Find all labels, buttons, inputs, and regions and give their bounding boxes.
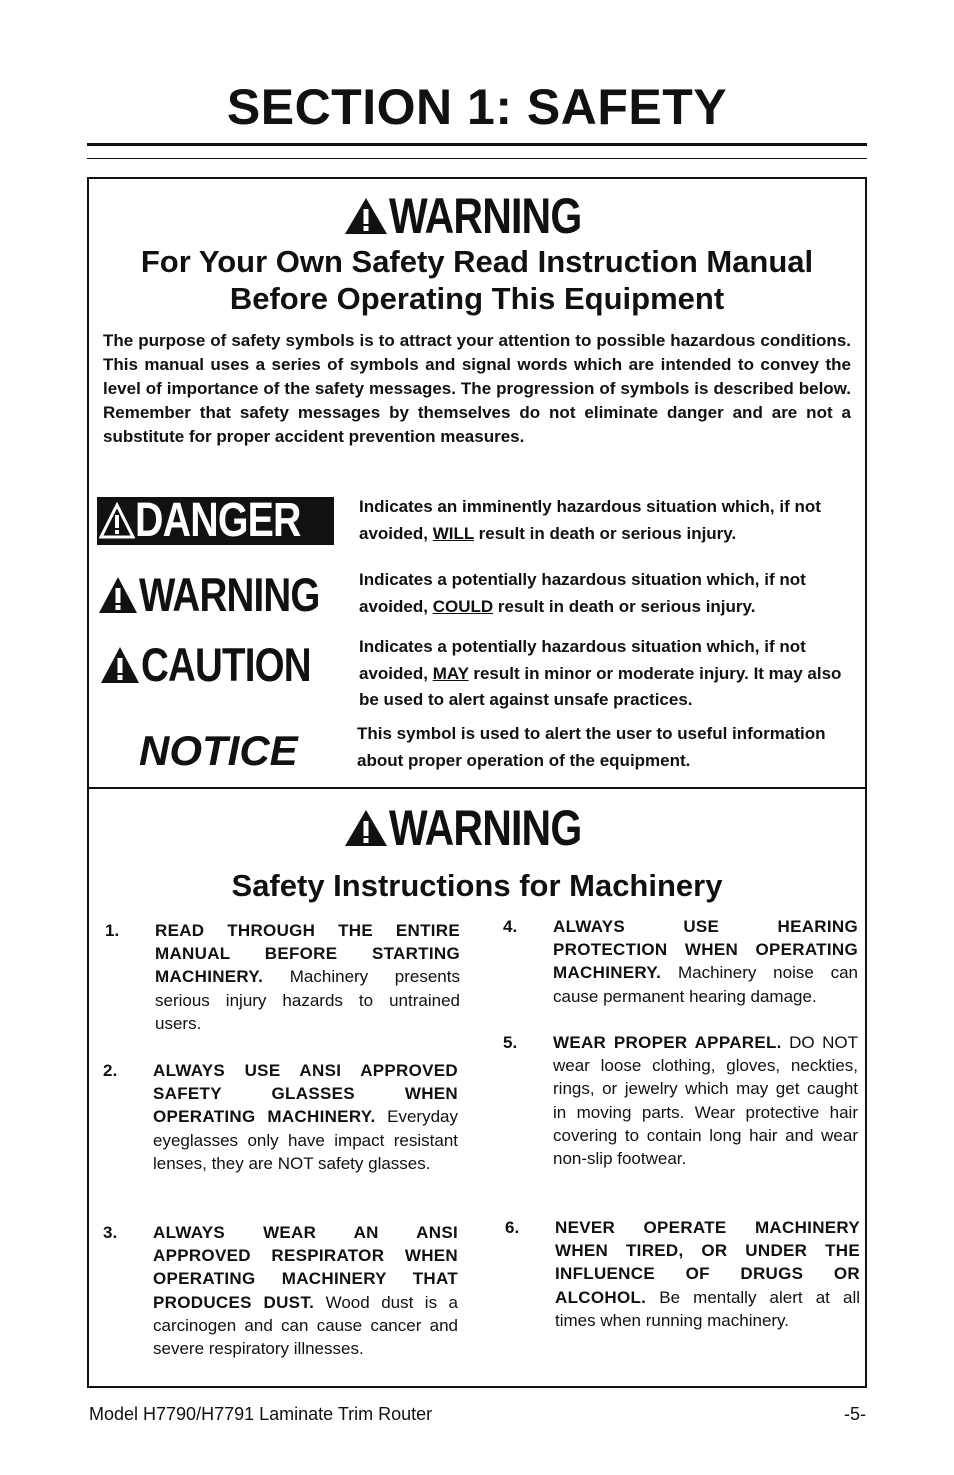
caution-label: [99, 638, 337, 691]
box-subtitle-line2: Before Operating This Equipment: [229, 281, 725, 316]
box-subtitle-line1: For Your Own Safety Read Instruction Manual: [140, 244, 814, 279]
machinery-subtitle: Safety Instructions for Machinery: [231, 868, 723, 903]
footer-page-number: -5-: [844, 1404, 866, 1424]
warning-triangle-icon: [97, 575, 139, 615]
warning-definition: Indicates a potentially hazardous situation which, if not avoided, COULD result in death or serious injury.: [359, 570, 806, 616]
warning-label: [97, 568, 339, 621]
title-rule-thick: [87, 143, 867, 146]
warning-word-2: WARNING: [389, 800, 582, 856]
warning-triangle-icon: [343, 808, 389, 848]
warning-word-small: WARNING: [139, 568, 320, 621]
notice-word: NOTICE: [139, 727, 298, 774]
caution-triangle-icon: [99, 645, 141, 685]
caution-definition: Indicates a potentially hazardous situation which, if not avoided, MAY result in minor or moderate injury. It may also be used to alert against unsafe practices.: [359, 637, 842, 709]
machinery-safety-box: WARNING Safety Instructions for Machinery 1. READ THROUGH THE ENTIRE MANUAL BEFORE STARTING MACHINERY. Machinery presents serious injury hazards to untrained users. 2. ALWAYS USE ANSI APPROVED SAFETY GLASSES WHEN OPERATING MACHINERY. Everyday eyeglasses only have impact resistant lenses, they are NOT safety glasses. 3. ALWAYS WEAR AN ANSI APPROVED RESPIRATOR WHEN OPERATING MACHINERY THAT PRODUCES DUST. Wood dust is a carcinogen and can cause cancer and severe respiratory illnesses. 4. ALWAYS USE HEARING PROTECTION WHEN OPERATING MACHINERY. Machinery noise can cause permanent hearing damage. 5. WEAR PROPER APPAREL. DO NOT wear loose clothing, gloves, neckties, rings, or jewelry which may get caught in moving parts. Wear protective hair covering to contain long hair and wear non-slip footwear. 6. NEVER OPERATE MACHINERY WHEN TIRED, OR UNDER THE INFLUENCE OF DRUGS OR ALCOHOL. Be mentally alert at all times when running machinery.: [87, 787, 867, 1388]
warning-header: [89, 188, 865, 244]
danger-definition: Indicates an imminently hazardous situation which, if not avoided, WILL result in death or serious injury.: [359, 497, 821, 543]
danger-label: [97, 494, 334, 547]
safety-symbols-box: [87, 177, 867, 789]
warning-word: WARNING: [389, 188, 582, 244]
safety-intro-paragraph: The purpose of safety symbols is to attract your attention to possible hazardous conditions. This manual uses a series of symbols and signal words which are intended to convey the level of importance of the safety messages. The progression of symbols is described below. Remember that safety messages by themselves do not eliminate danger and are not a substitute for proper accident prevention measures.: [103, 331, 851, 446]
title-rule-thin: [87, 158, 867, 159]
danger-word: DANGER: [135, 494, 301, 547]
section-title: SECTION 1: SAFETY: [226, 79, 728, 135]
warning-triangle-icon: [343, 196, 389, 236]
warning-header-2: [89, 800, 865, 856]
footer-model: Model H7790/H7791 Laminate Trim Router: [89, 1404, 433, 1424]
caution-word: CAUTION: [141, 638, 311, 691]
notice-definition: This symbol is used to alert the user to useful information about proper operation of the equipment.: [357, 724, 826, 770]
danger-triangle-icon: [99, 502, 135, 540]
